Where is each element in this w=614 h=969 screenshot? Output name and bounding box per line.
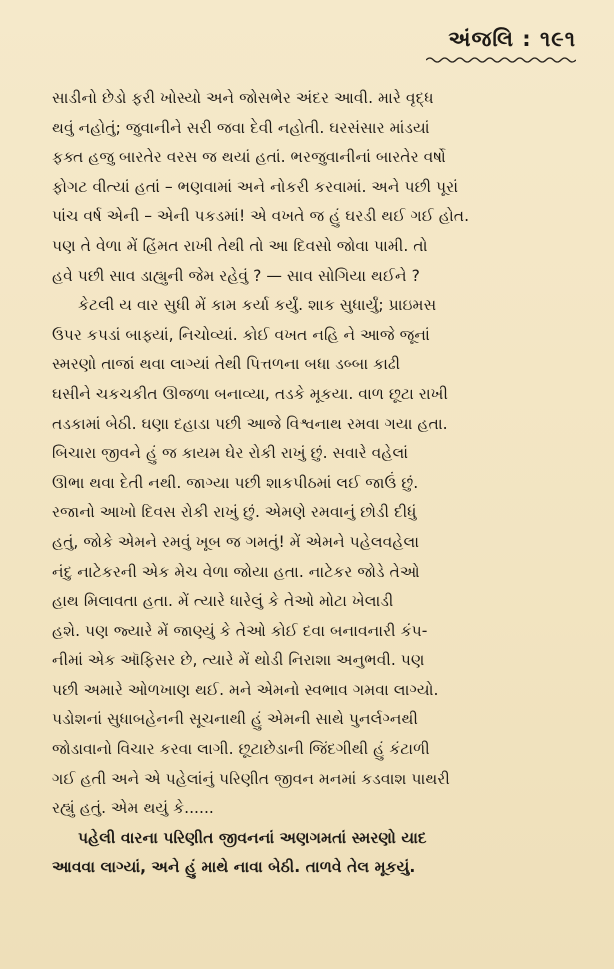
text-line: પાંચ વર્ષ એની – એની પકડમાં! એ વખતે જ હું ઘરડી થઈ ગઈ હોત. xyxy=(52,207,470,226)
running-head: અંજલિ : ૧૯૧ xyxy=(448,27,576,51)
text-line: સ્મરણો તાજાં થવા લાગ્યાં તેથી પિત્તળના બધા ડબ્બા કાઢી xyxy=(52,355,401,374)
page-header xyxy=(426,26,576,64)
text-line: રહ્યું હતું. એમ થયું કે...... xyxy=(52,799,214,818)
text-line: રજાનો આખો દિવસ રોકી રાખું છું. એમણે રમવાનું છોડી દીધું xyxy=(52,503,417,522)
text-line: ફક્ત હજુ બારતેર વરસ જ થયાં હતાં. ભરજુવાનીનાં બારતેર વર્ષો xyxy=(52,148,446,167)
text-line: બિચારા જીવને હું જ કાયમ ઘેર રોકી રાખું છું. સવારે વહેલાં xyxy=(52,444,409,463)
text-line: ગઈ હતી અને એ પહેલાંનું પરિણીત જીવન મનમાં કડવાશ પાથરી xyxy=(52,769,450,788)
text-line: આવવા લાગ્યાં, અને હું માથે નાવા બેઠી. તાળવે તેલ મૂકયું. xyxy=(52,858,416,877)
text-line: હાથ મિલાવતા હતા. મેં ત્યારે ધારેલું કે તેઓ મોટા ખેલાડી xyxy=(52,592,394,611)
text-line: થવું નહોતું; જુવાનીને સરી જવા દેવી નહોતી. ઘરસંસાર માંડયાં xyxy=(52,118,430,137)
text-line: કેટલી ય વાર સુધી મેં કામ કર્યા કર્યું. શાક સુધાર્યું; પ્રાઇમસ xyxy=(78,296,437,315)
text-line: હવે પછી સાવ ડાહ્યુની જેમ રહેવું ? — સાવ સોગિયા થઈને ? xyxy=(52,266,420,285)
text-line: ફોગટ વીત્યાં હતાં – ભણવામાં અને નોકરી કરવામાં. અને પછી પૂરાં xyxy=(52,177,459,196)
body-text xyxy=(52,84,574,883)
paragraph-1 xyxy=(52,84,574,291)
paragraph-3 xyxy=(52,824,574,883)
text-line: પછી અમારે ઓળખાણ થઈ. મને એમનો સ્વભાવ ગમવા લાગ્યો. xyxy=(52,680,439,699)
wavy-underline-ornament xyxy=(426,56,576,64)
text-line: નંદુ નાટેકરની એક મેચ વેળા જોયા હતા. નાટેકર જોડે તેઓ xyxy=(52,562,420,581)
text-line: હશે. પણ જ્યારે મેં જાણ્યું કે તેઓ કોઈ દવા બનાવનારી કંપ- xyxy=(52,621,428,640)
text-line: હતું, જોકે એમને રમવું ખૂબ જ ગમતું! મેં એમને પહેલવહેલા xyxy=(52,532,420,551)
text-line: પણ તે વેળા મેં હિંમત રાખી તેથી તો આ દિવસો જોવા પામી. તો xyxy=(52,236,428,255)
paragraph-2 xyxy=(52,291,574,824)
text-line: સાડીનો છેડો ફરી ખોસ્યો અને જોસભેર અંદર આવી. મારે વૃદ્ધ xyxy=(52,89,434,107)
text-line: પડોશનાં સુધાબહેનની સૂચનાથી હું એમની સાથે પુનર્લગ્નથી xyxy=(52,710,418,729)
text-line: નીમાં એક ઑફિસર છે, ત્યારે મેં થોડી નિરાશા અનુભવી. પણ xyxy=(52,651,425,670)
text-line: ઘસીને ચકચકીત ઊજળા બનાવ્યા, તડકે મૂકયા. વાળ છૂટા રાખી xyxy=(52,384,448,403)
text-line: પહેલી વારના પરિણીત જીવનનાં અણગમતાં સ્મરણો યાદ xyxy=(78,828,427,847)
text-line: ઊભા થવા દેતી નથી. જાગ્યા પછી શાકપીઠમાં લઈ જાઉં છું. xyxy=(52,473,419,492)
text-line: તડકામાં બેઠી. ઘણા દહાડા પછી આજે વિશ્વનાથ રમવા ગયા હતા. xyxy=(52,414,448,433)
text-line: જોડાવાનો વિચાર કરવા લાગી. છૂટાછેડાની જિંદગીથી હું કંટાળી xyxy=(52,740,430,759)
text-line: ઉપર કપડાં બાફ્યાં, નિચોવ્યાં. કોઈ વખત નહિ ને આજે જૂનાં xyxy=(52,325,430,344)
